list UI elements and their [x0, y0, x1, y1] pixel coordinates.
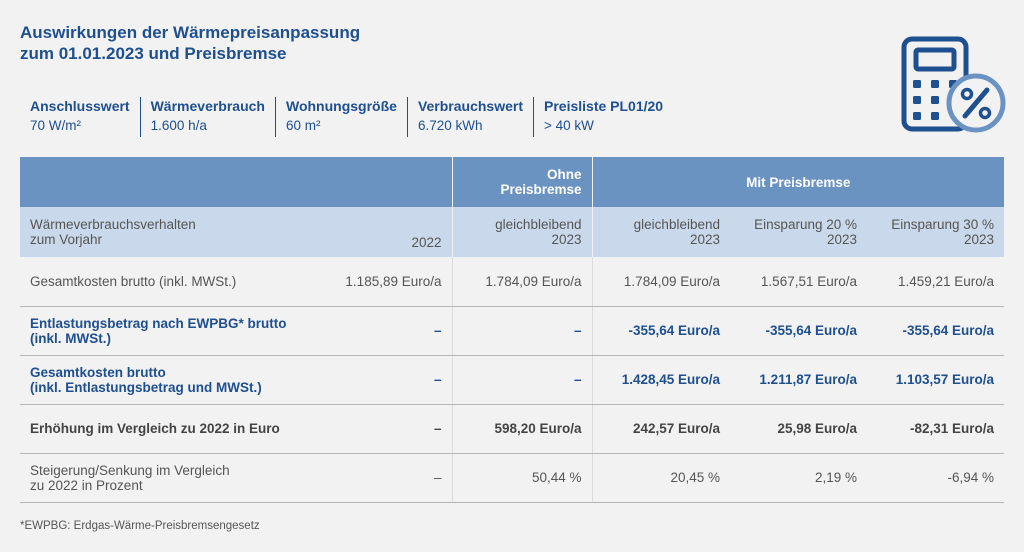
row-label: [20, 355, 320, 404]
header-ohne: [452, 207, 592, 257]
table-row: [20, 306, 1004, 355]
footnote: *EWPBG: Erdgas-Wärme-Preisbremsengesetz: [20, 520, 260, 532]
param-value: 1.600 h/a: [150, 118, 207, 133]
cell-2022: 1.185,89 Euro/a: [320, 257, 452, 306]
group-header-mit: Mit Preisbremse: [592, 157, 1004, 207]
row-label-line-1: Gesamtkosten brutto: [30, 364, 166, 380]
group-ohne-line-2: Preisbremse: [500, 182, 582, 197]
cell-mit-2: -355,64 Euro/a: [730, 306, 867, 355]
cell-2022: –: [320, 404, 452, 453]
header-label-line-2: zum Vorjahr: [30, 232, 103, 247]
header-2022: [320, 207, 452, 257]
row-label: [20, 404, 320, 453]
row-label-line-1: Entlastungsbetrag nach EWPBG* brutto: [30, 315, 287, 331]
param-wohnungsgroesse: [275, 97, 407, 137]
param-value: 6.720 kWh: [417, 118, 483, 133]
cell-ohne: –: [452, 306, 592, 355]
row-label: [20, 257, 320, 306]
param-value: 70 W/m²: [30, 118, 82, 133]
table-row: [20, 257, 1004, 306]
param-label: Verbrauchswert: [417, 98, 523, 114]
group-ohne-line-1: Ohne: [546, 167, 582, 182]
title-line-1: Auswirkungen der Wärmepreisanpassung: [20, 23, 361, 42]
row-label-line-2: (inkl. Entlastungsbetrag und MWSt.): [30, 379, 262, 395]
header-mit3-line-1: Einsparung 30 %: [891, 217, 995, 232]
group-header-ohne: [452, 157, 592, 207]
param-value: 60 m²: [285, 118, 321, 133]
param-label: Wohnungsgröße: [285, 98, 397, 114]
table-row: [20, 355, 1004, 404]
header-ohne-line-1: gleichbleibend: [495, 217, 582, 232]
cell-mit-1: 20,45 %: [592, 453, 730, 502]
param-label: Wärmeverbrauch: [150, 98, 265, 114]
table-row: [20, 453, 1004, 502]
row-label-line-1: Gesamtkosten brutto (inkl. MWSt.): [30, 273, 237, 289]
cell-mit-3: -355,64 Euro/a: [867, 306, 1004, 355]
cell-2022: –: [320, 355, 452, 404]
cell-2022: –: [320, 306, 452, 355]
header-label: [20, 207, 320, 257]
param-preisliste: [533, 97, 673, 137]
header-mit-2: [730, 207, 867, 257]
header-2022-text: 2022: [411, 235, 442, 250]
header-mit2-line-1: Einsparung 20 %: [754, 217, 857, 232]
cell-mit-1: -355,64 Euro/a: [592, 306, 730, 355]
table-column-header: [20, 207, 1004, 257]
param-waermeverbrauch: [140, 97, 275, 137]
table-group-header: [20, 157, 1004, 207]
parameter-bar: [20, 97, 673, 137]
param-label: Preisliste PL01/20: [544, 98, 664, 114]
title-line-2: zum 01.01.2023 und Preisbremse: [20, 44, 287, 63]
cell-2022: –: [320, 453, 452, 502]
row-label-line-1: Erhöhung im Vergleich zu 2022 in Euro: [30, 421, 280, 436]
header-mit-1: [592, 207, 730, 257]
param-anschlusswert: [20, 97, 140, 137]
cell-mit-3: 1.459,21 Euro/a: [867, 257, 1004, 306]
param-verbrauchswert: [407, 97, 533, 137]
cell-mit-1: 242,57 Euro/a: [592, 404, 730, 453]
cell-mit-2: 1.567,51 Euro/a: [730, 257, 867, 306]
table-row: [20, 404, 1004, 453]
row-label-line-2: zu 2022 in Prozent: [30, 477, 143, 493]
page-title: [20, 22, 360, 64]
header-mit1-line-1: gleichbleibend: [633, 217, 720, 232]
calculator-percent-icon: [900, 36, 1008, 136]
param-label: Anschlusswert: [30, 98, 130, 114]
cell-mit-2: 1.211,87 Euro/a: [730, 355, 867, 404]
cell-ohne: 598,20 Euro/a: [452, 404, 592, 453]
header-mit2-line-2: 2023: [826, 232, 857, 247]
cell-mit-1: 1.784,09 Euro/a: [592, 257, 730, 306]
cell-mit-2: 25,98 Euro/a: [730, 404, 867, 453]
cell-ohne: –: [452, 355, 592, 404]
header-ohne-line-2: 2023: [551, 232, 582, 247]
cell-mit-3: -6,94 %: [867, 453, 1004, 502]
row-label-line-2: (inkl. MWSt.): [30, 330, 111, 346]
cell-mit-3: -82,31 Euro/a: [867, 404, 1004, 453]
cell-mit-2: 2,19 %: [730, 453, 867, 502]
param-value: > 40 kW: [544, 118, 594, 133]
cost-table: [20, 157, 1004, 503]
cell-ohne: 1.784,09 Euro/a: [452, 257, 592, 306]
header-label-line-1: Wärmeverbrauchsverhalten: [30, 217, 196, 232]
row-label: [20, 453, 320, 502]
row-label-line-1: Steigerung/Senkung im Vergleich: [30, 462, 230, 478]
row-label: [20, 306, 320, 355]
header-mit1-line-2: 2023: [689, 232, 720, 247]
cell-mit-3: 1.103,57 Euro/a: [867, 355, 1004, 404]
header-mit3-line-2: 2023: [963, 232, 995, 247]
header-mit-3: [867, 207, 1004, 257]
cell-mit-1: 1.428,45 Euro/a: [592, 355, 730, 404]
cell-ohne: 50,44 %: [452, 453, 592, 502]
